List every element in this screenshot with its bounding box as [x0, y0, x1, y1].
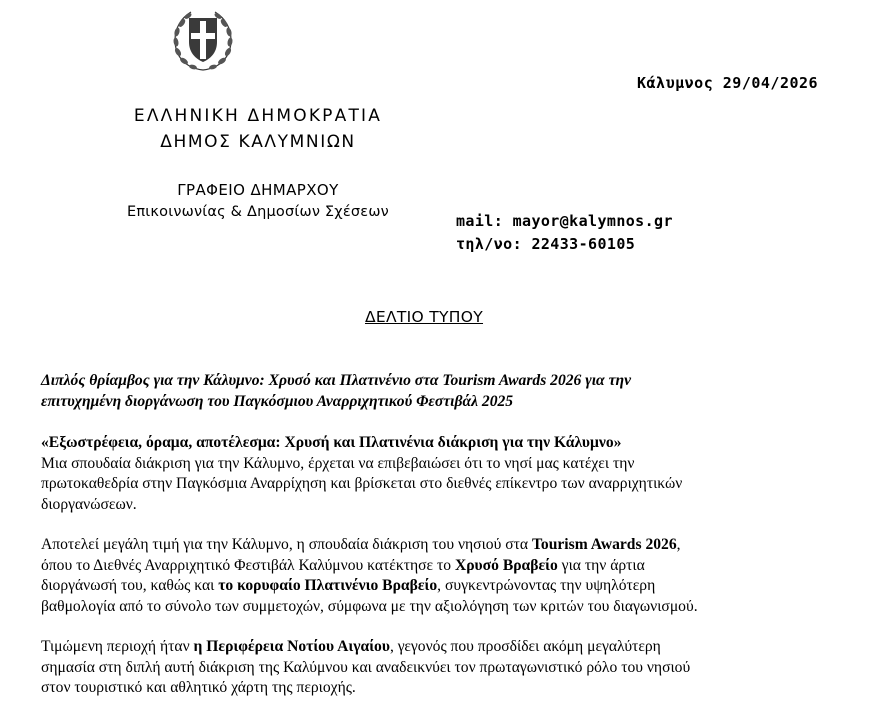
greek-coat-of-arms-icon	[169, 6, 237, 74]
paragraph-line	[41, 576, 841, 597]
paragraph-line	[41, 535, 841, 556]
contact-email: mail: mayor@kalymnos.gr	[456, 212, 673, 230]
paragraph-line	[41, 637, 841, 658]
text-run: , γεγονός που προσδίδει ακόμη μεγαλύτερη	[389, 638, 661, 655]
paragraph-line: πρωτοκαθεδρία στην Παγκόσμια Αναρρίχηση και βρίσκεται στο διεθνές επίκεντρο των αναρριχητικών	[41, 475, 683, 493]
office-heading: ΓΡΑΦΕΙΟ ΔΗΜΑΡΧΟΥ	[177, 181, 339, 199]
paragraph-line: σημασία στη διπλή αυτή διάκριση της Καλύμνου και αναδεικνύει τον πρωταγωνιστικό ρόλο του νησιού	[41, 658, 691, 676]
document-date: Κάλυμνος 29/04/2026	[637, 74, 819, 92]
text-run-bold: Tourism Awards 2026	[531, 536, 677, 553]
paragraph-1	[41, 433, 841, 515]
paragraph-lead: «Εξωστρέφεια, όραμα, αποτέλεσμα: Χρυσή και Πλατινένια διάκριση για την Κάλυμνο»	[41, 434, 622, 451]
text-run-bold: το κορυφαίο Πλατινένιο Βραβείο	[218, 577, 438, 595]
text-run: διοργάνωσή του, καθώς και	[41, 577, 219, 595]
paragraph-2	[41, 535, 841, 617]
text-run: για την άρτια	[557, 556, 645, 574]
text-run: ,	[676, 536, 681, 553]
text-run-bold: Χρυσό Βραβείο	[454, 556, 558, 574]
text-run: όπου το Διεθνές Αναρριχητικό Φεστιβάλ Καλύμνου κατέκτησε το	[41, 556, 455, 574]
text-run: Αποτελεί μεγάλη τιμή για την Κάλυμνο, η σπουδαία διάκριση του νησιού στα	[41, 536, 532, 553]
paragraph-line: Μια σπουδαία διάκριση για την Κάλυμνο, έρχεται να επιβεβαιώσει ότι το νησί μας κατέχει την	[41, 454, 635, 472]
paragraph-line: στον τουριστικό και αθλητικό χάρτη της περιοχής.	[41, 679, 356, 697]
paragraph-line	[41, 556, 841, 577]
contact-phone: τηλ/νο: 22433-60105	[456, 235, 636, 253]
municipality-heading: ΔΗΜΟΣ ΚΑΛΥΜΝΙΩΝ	[160, 132, 356, 152]
text-run-bold: η Περιφέρεια Νοτίου Αιγαίου	[193, 638, 390, 655]
republic-heading: ΕΛΛΗΝΙΚΗ ΔΗΜΟΚΡΑΤΙΑ	[133, 106, 383, 126]
paragraph-line: διοργανώσεων.	[41, 495, 137, 513]
press-release-title: ΔΕΛΤΙΟ ΤΥΠΟΥ	[364, 308, 484, 326]
subtitle-line: επιτυχημένη διοργάνωση του Παγκόσμιου Αναρριχητικού Φεστιβάλ 2025	[41, 392, 514, 410]
text-run: Τιμώμενη περιοχή ήταν	[41, 638, 194, 655]
release-subtitle	[41, 371, 841, 412]
office-subheading: Επικοινωνίας & Δημοσίων Σχέσεων	[127, 204, 389, 220]
subtitle-line: Διπλός θρίαμβος για την Κάλυμνο: Χρυσό και Πλατινένιο στα Tourism Awards 2026 για την	[41, 372, 631, 389]
text-run: , συγκεντρώνοντας την υψηλότερη	[437, 577, 656, 595]
paragraph-3	[41, 637, 841, 699]
paragraph-line: βαθμολογία από το σύνολο των συμμετοχών, σύμφωνα με την αξιολόγηση των κριτών του διαγωνισμού.	[41, 597, 698, 615]
